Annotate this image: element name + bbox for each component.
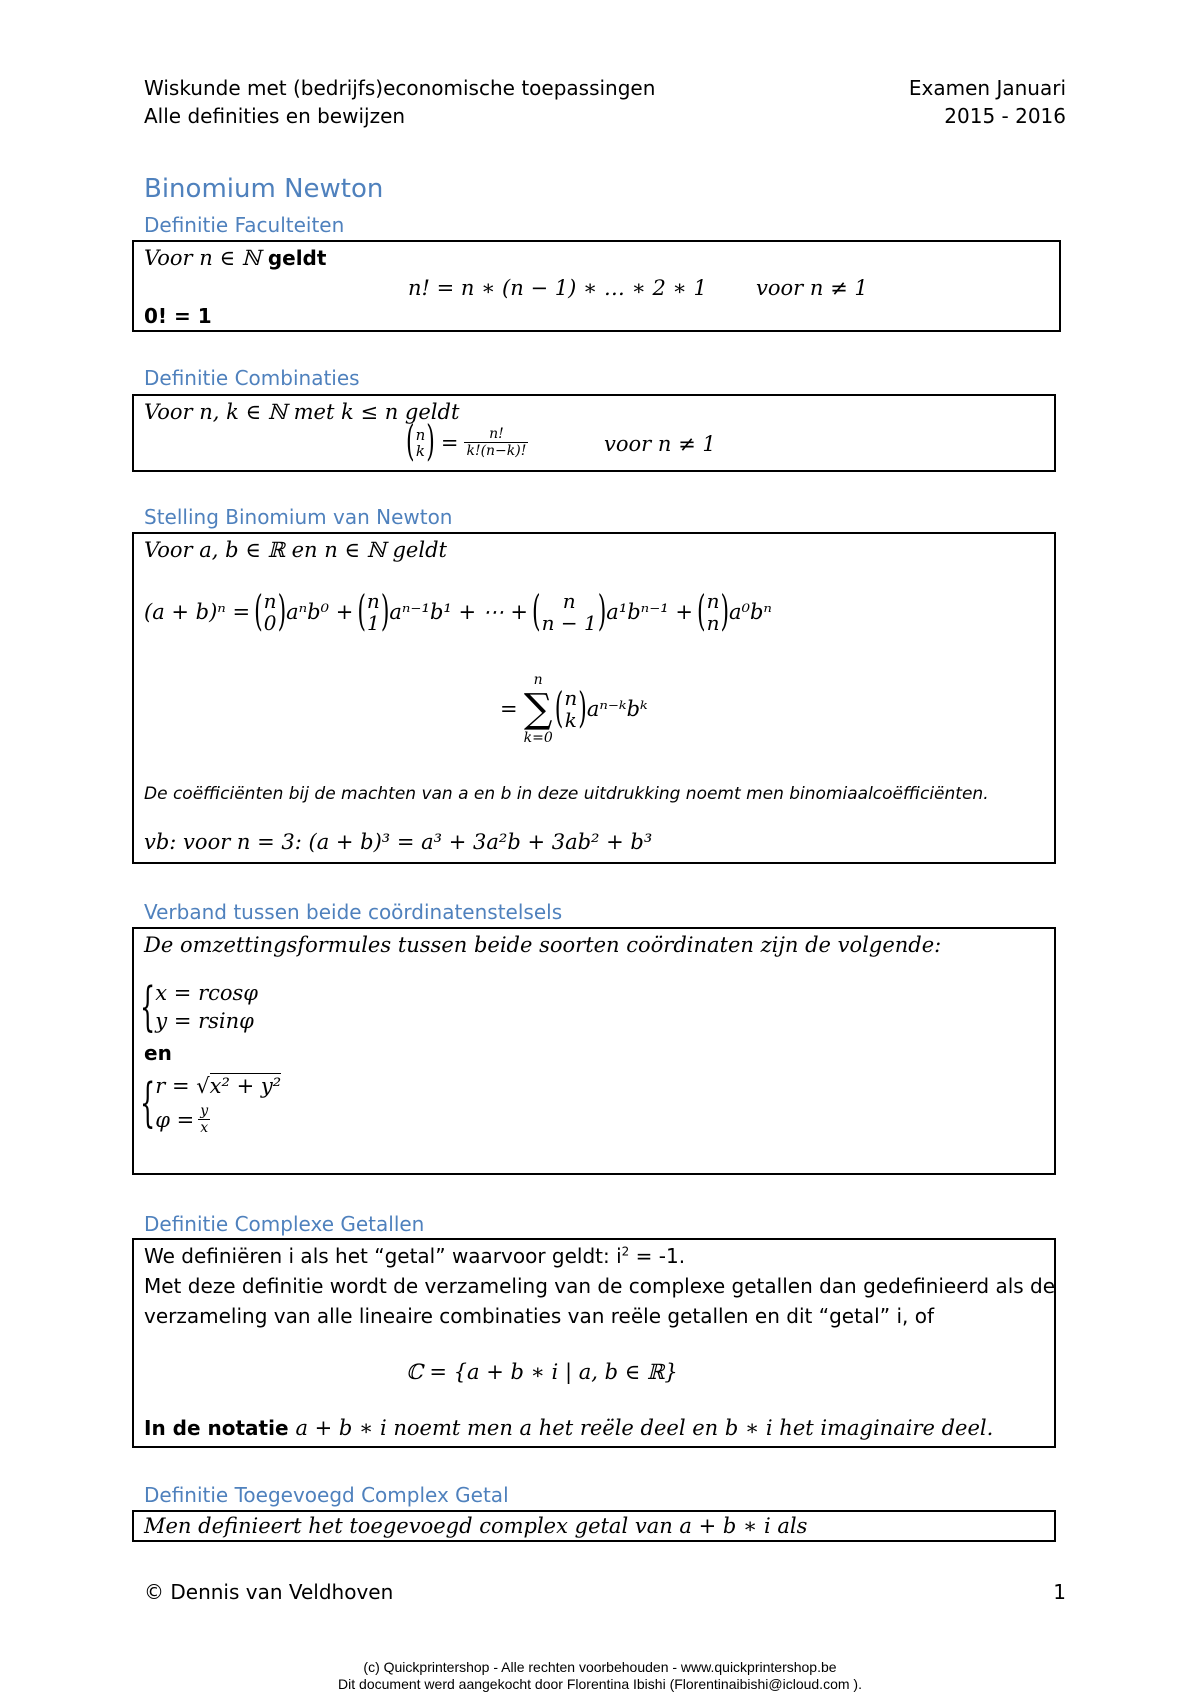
binomium-line1: Voor a, b ∈ ℝ en n ∈ ℕ geldt [144, 538, 447, 562]
toegevoegd-line1: Men definieert het toegevoegd complex getal van a + b ∗ i als [144, 1514, 808, 1538]
binomial-n-0: ( n 0 ) [254, 588, 287, 636]
verband-en: en [144, 1041, 172, 1065]
verband-line1: De omzettingsformules tussen beide soorten coördinaten zijn de volgende: [144, 933, 942, 957]
combinaties-line1: Voor n, k ∈ ℕ met k ≤ n geldt [144, 400, 460, 424]
faculteiten-formula: n! = n ∗ (n − 1) ∗ … ∗ 2 ∗ 1 [408, 276, 707, 300]
box-verband [132, 927, 1056, 1175]
binomial-n-n-minus-1: ( n n − 1 ) [532, 588, 607, 636]
binomium-note: De coëfficiënten bij de machten van a en b in deze uitdrukking noemt men binomiaalcoëfficiënten. [144, 784, 989, 804]
header-year: 2015 - 2016 [944, 104, 1066, 128]
complex-set: ℂ = {a + b ∗ i | a, b ∈ ℝ} [406, 1360, 678, 1384]
r-equation: r = √x² + y² [155, 1074, 282, 1098]
combinaties-condition: voor n ≠ 1 [604, 432, 716, 456]
x-equation: x = rcosφ [155, 981, 258, 1005]
definition-box-faculteiten [132, 240, 1061, 332]
combinaties-formula: ( n k ) = $\frac{n!}{k!(n-k)!}$ [406, 418, 527, 467]
section-title-combinaties: Definitie Combinaties [144, 366, 360, 390]
verband-system1: { x = rcosφ y = rsinφ [140, 976, 258, 1038]
phi-equation: φ = $\frac{y}{x}$ [155, 1103, 209, 1136]
header-course-title: Wiskunde met (bedrijfs)economische toepassingen [144, 76, 656, 100]
footer-author: © Dennis van Veldhoven [144, 1580, 394, 1604]
combinaties-fraction: $\frac{n!}{k!(n-k)!}$ [466, 426, 527, 459]
faculteiten-line1-math: Voor n ∈ ℕ [144, 246, 261, 270]
combinaties-binomial: ( n k ) [406, 418, 435, 467]
section-title-complex: Definitie Complexe Getallen [144, 1212, 425, 1236]
faculteiten-line1-text: geldt [260, 246, 327, 270]
header-exam: Examen Januari [908, 76, 1066, 100]
faculteiten-zero: 0! = 1 [144, 304, 212, 328]
complex-line4: In de notatie a + b ∗ i noemt men a het reële deel en b ∗ i het imaginaire deel. [144, 1416, 994, 1440]
y-equation: y = rsinφ [155, 1009, 254, 1033]
binomial-n-n: ( n n ) [696, 588, 730, 636]
sum-symbol: n ∑ k=0 [523, 672, 553, 746]
complex-line1: We definiëren i als het “getal” waarvoor geldt: $i^2 = -1$. [144, 1244, 686, 1268]
header-left [144, 74, 655, 130]
faculteiten-condition: voor n ≠ 1 [756, 276, 868, 300]
complex-line2: Met deze definitie wordt de verzameling van de complexe getallen dan gedefinieerd als de [144, 1274, 1056, 1298]
section-title-toegevoegd: Definitie Toegevoegd Complex Getal [144, 1483, 509, 1507]
binomium-expansion: (a + b)ⁿ = ( n 0 ) aⁿb⁰ + ( n 1 ) aⁿ⁻¹b¹ + ⋯ + ( n n − 1 ) a¹bⁿ⁻¹ + ( n n ) a⁰bⁿ [144, 588, 772, 636]
section-title-verband: Verband tussen beide coördinatenstelsels [144, 900, 563, 924]
footer-copyright: (c) Quickprintershop - Alle rechten voorbehouden - www.quickprintershop.be [363, 1659, 837, 1675]
definition-box-toegevoegd [132, 1510, 1056, 1542]
definition-box-combinaties [132, 394, 1056, 472]
footer-purchase-note: Dit document werd aangekocht door Florentina Ibishi (Florentinaibishi@icloud.com ). [338, 1676, 862, 1692]
complex-line3: verzameling van alle lineaire combinaties van reële getallen en dit “getal” i, of [144, 1304, 934, 1328]
footer-page-number: 1 [1053, 1580, 1066, 1604]
section-title-binomium: Stelling Binomium van Newton [144, 505, 453, 529]
header-subtitle: Alle definities en bewijzen [144, 104, 406, 128]
sum-binomial: ( n k ) [554, 685, 587, 733]
section-title-faculteiten: Definitie Faculteiten [144, 213, 345, 237]
binomium-summation: = n ∑ k=0 ( n k ) aⁿ⁻ᵏbᵏ [500, 672, 648, 746]
definition-box-complex [132, 1238, 1056, 1448]
binomial-n-1: ( n 1 ) [357, 588, 390, 636]
verband-system2: { r = √x² + y² φ = $\frac{y}{x}$ [140, 1069, 281, 1136]
theorem-box-binomium [132, 532, 1056, 864]
chapter-title: Binomium Newton [144, 174, 384, 204]
binomium-example: vb: voor n = 3: (a + b)³ = a³ + 3a²b + 3ab² + b³ [144, 830, 653, 854]
header-right [909, 74, 1066, 130]
